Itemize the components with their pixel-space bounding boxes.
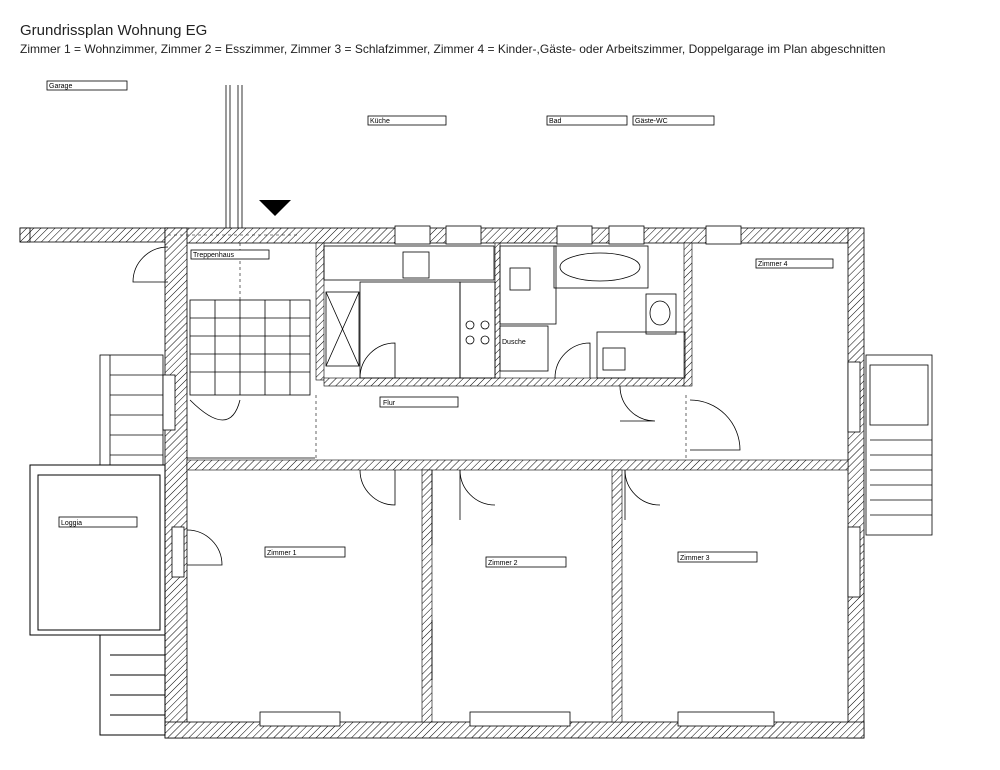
- label-zimmer4: Zimmer 4: [758, 261, 788, 268]
- windows: [163, 226, 860, 726]
- label-zimmer3: Zimmer 3: [680, 555, 710, 562]
- staircase: [187, 300, 315, 458]
- label-zimmer1: Zimmer 1: [267, 550, 297, 557]
- left-stairs: [100, 355, 163, 465]
- label-kueche: Küche: [370, 118, 390, 125]
- wc-fixtures: [597, 332, 685, 421]
- label-dusche: Dusche: [502, 339, 526, 346]
- kitchen-fixtures: [324, 246, 495, 378]
- dashed-lines: [168, 235, 686, 460]
- entrance-arrow-icon: [259, 200, 291, 216]
- label-flur: Flur: [383, 400, 396, 407]
- outer-walls: [20, 228, 864, 738]
- label-gaeste-wc: Gäste-WC: [635, 118, 668, 125]
- right-stairs: [866, 355, 932, 535]
- label-treppenhaus: Treppenhaus: [193, 252, 234, 259]
- label-bad: Bad: [549, 118, 562, 125]
- bathroom-fixtures: [500, 246, 676, 378]
- label-zimmer2: Zimmer 2: [488, 560, 518, 567]
- plan-subtitle: Zimmer 1 = Wohnzimmer, Zimmer 2 = Esszimmer, Zimmer 3 = Schlafzimmer, Zimmer 4 = Kinder-,Gäste- oder Arbeitszimmer, Doppelgarage im Plan abgeschnitten: [20, 42, 886, 56]
- loggia-area: [30, 465, 165, 735]
- pipes: [226, 85, 242, 228]
- label-loggia: Loggia: [61, 520, 83, 527]
- label-garage: Garage: [49, 83, 73, 90]
- interior-walls: [187, 243, 848, 722]
- plan-title: Grundrissplan Wohnung EG: [20, 22, 208, 39]
